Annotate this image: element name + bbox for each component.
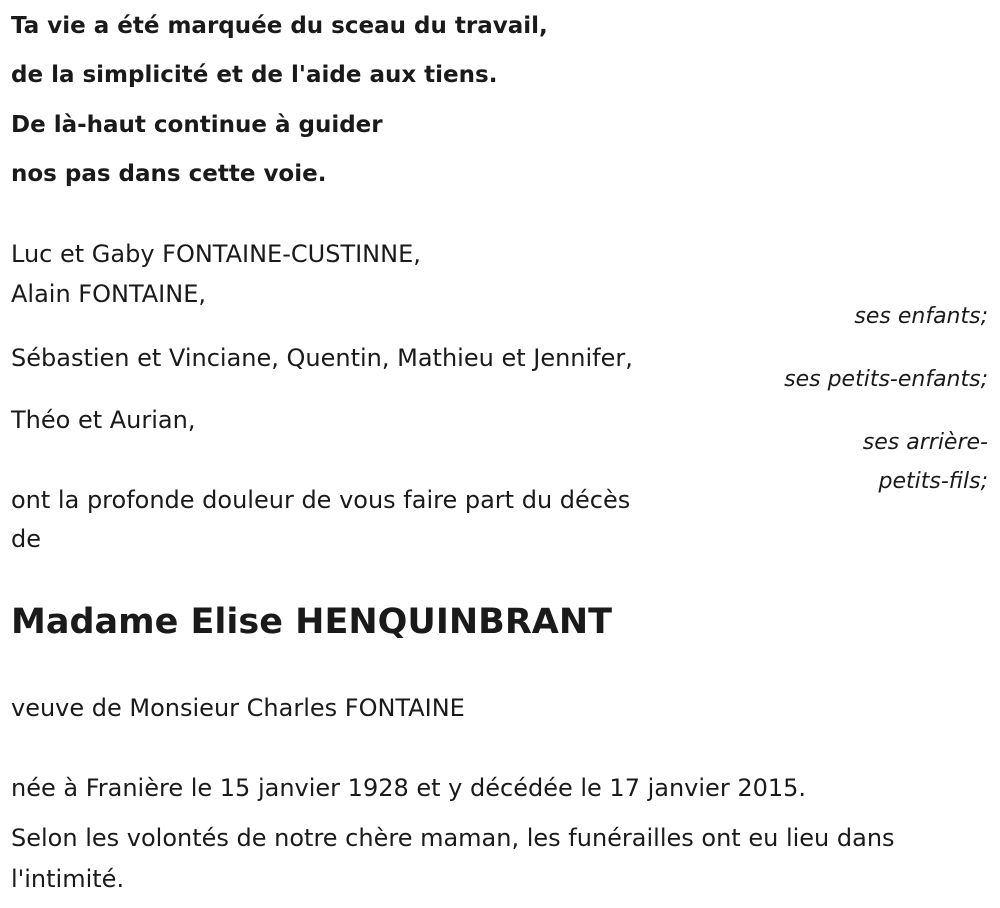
poem-line-3: De là-haut continue à guider — [11, 112, 383, 138]
closing-line-2: l'intimité. — [11, 865, 125, 893]
children-line-2: Alain FONTAINE, — [11, 280, 206, 308]
announcement-line-2: de — [11, 525, 41, 553]
closing-line-1: Selon les volontés de notre chère maman, les funérailles ont eu lieu dans — [11, 824, 895, 852]
birth-death-line: née à Franière le 15 janvier 1928 et y décédée le 17 janvier 2015. — [11, 774, 807, 802]
spouse-line: veuve de Monsieur Charles FONTAINE — [11, 694, 465, 722]
children-relation: ses enfants; — [854, 304, 988, 329]
great-grandchildren-relation-2: petits-fils; — [878, 469, 988, 494]
great-grandchildren-relation-1: ses arrière- — [862, 430, 988, 455]
great-grandchildren-line: Théo et Aurian, — [11, 406, 196, 434]
poem-line-4: nos pas dans cette voie. — [11, 161, 327, 187]
grandchildren-line: Sébastien et Vinciane, Quentin, Mathieu et Jennifer, — [11, 344, 633, 372]
announcement-line-1: ont la profonde douleur de vous faire part du décès — [11, 486, 631, 514]
children-line-1: Luc et Gaby FONTAINE-CUSTINNE, — [11, 240, 421, 268]
poem-line-1: Ta vie a été marquée du sceau du travail, — [11, 13, 548, 39]
grandchildren-relation: ses petits-enfants; — [784, 367, 988, 392]
deceased-name: Madame Elise HENQUINBRANT — [11, 602, 613, 642]
poem-line-2: de la simplicité et de l'aide aux tiens. — [11, 62, 498, 88]
